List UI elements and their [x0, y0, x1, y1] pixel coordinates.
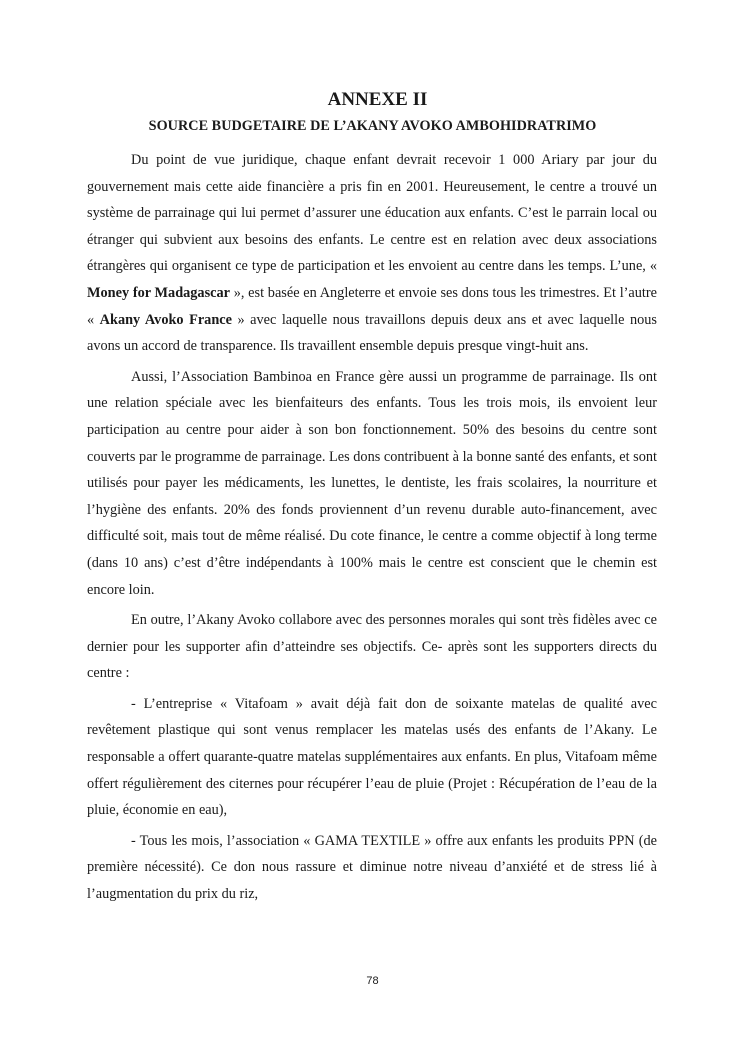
page-subtitle: SOURCE BUDGETAIRE DE L’AKANY AVOKO AMBOHIDRATRIMO — [148, 118, 597, 134]
bold-organization-name: Money for Madagascar — [87, 284, 230, 301]
page-number: 78 — [366, 975, 379, 987]
paragraph-gama-textile: - Tous les mois, l’association « GAMA TEXTILE » offre aux enfants les produits PPN (de première nécessité). Ce don nous rassure et diminue notre niveau d’anxiété et de stress lié à l’augmentation du prix du riz, — [87, 832, 657, 903]
paragraph-text: » avec laquelle nous travaillons depuis deux ans et avec laquelle nous avons un accord de transparence. Ils travaillent ensemble depuis presque vingt-huit ans. — [87, 311, 657, 355]
paragraph-text: », est basée en Angleterre et envoie ses dons tous les trimestres. Et l’autre « — [87, 284, 657, 328]
paragraph-vitafoam: - L’entreprise « Vitafoam » avait déjà fait don de soixante matelas de qualité avec revêtement plastique qui sont venus remplacer les matelas usés des enfants de l’Akany. Le responsable a offert quarante-quatre matelas supplémentaires aux enfants. En plus, Vitafoam même offert régulièrement des citernes pour récupérer l’eau de pluie (Projet : Récupération de l’eau de la pluie, économie en eau), — [87, 695, 657, 819]
bold-organization-name: Akany Avoko France — [99, 311, 232, 328]
paragraph-funding-sources — [87, 147, 657, 360]
document-body — [87, 147, 657, 912]
paragraph-text: Du point de vue juridique, chaque enfant devrait recevoir 1 000 Ariary par jour du gouvernement mais cette aide financière a pris fin en 2001. Heureusement, le centre a trouvé un système de parrainage qui lui permet d’assurer une éducation aux enfants. C’est le parrain local ou étranger qui subvient aux besoins des enfants. Le centre est en relation avec deux associations étrangères qui organisent ce type de participation et les envoient au centre dans les temps. L’une, « — [87, 152, 657, 275]
page-title: ANNEXE II — [327, 89, 428, 110]
paragraph-supporters-intro: En outre, l’Akany Avoko collabore avec des personnes morales qui sont très fidèles avec ce dernier pour les supporter afin d’atteindre ses objectifs. Ce- après sont les supporters directs du centre : — [87, 612, 657, 682]
paragraph-bambinoa: Aussi, l’Association Bambinoa en France gère aussi un programme de parrainage. Ils ont une relation spéciale avec les bienfaiteurs des enfants. Tous les trois mois, ils envoient leur participation au centre pour aider à son bon fonctionnement. 50% des besoins du centre sont couverts par le programme de parrainage. Les dons contribuent à la bonne santé des enfants, et sont utilisés pour payer les médicaments, les lunettes, le dentiste, les frais scolaires, la nourriture et l’hygiène des enfants. 20% des fonds proviennent d’un revenu durable auto-financement, avec difficulté soit, mais tout de même réalisé. Du cote finance, le centre a comme objectif à long terme (dans 10 ans) c’est d’être indépendants à 100% mais le centre est conscient que le chemin est encore loin. — [87, 368, 657, 598]
